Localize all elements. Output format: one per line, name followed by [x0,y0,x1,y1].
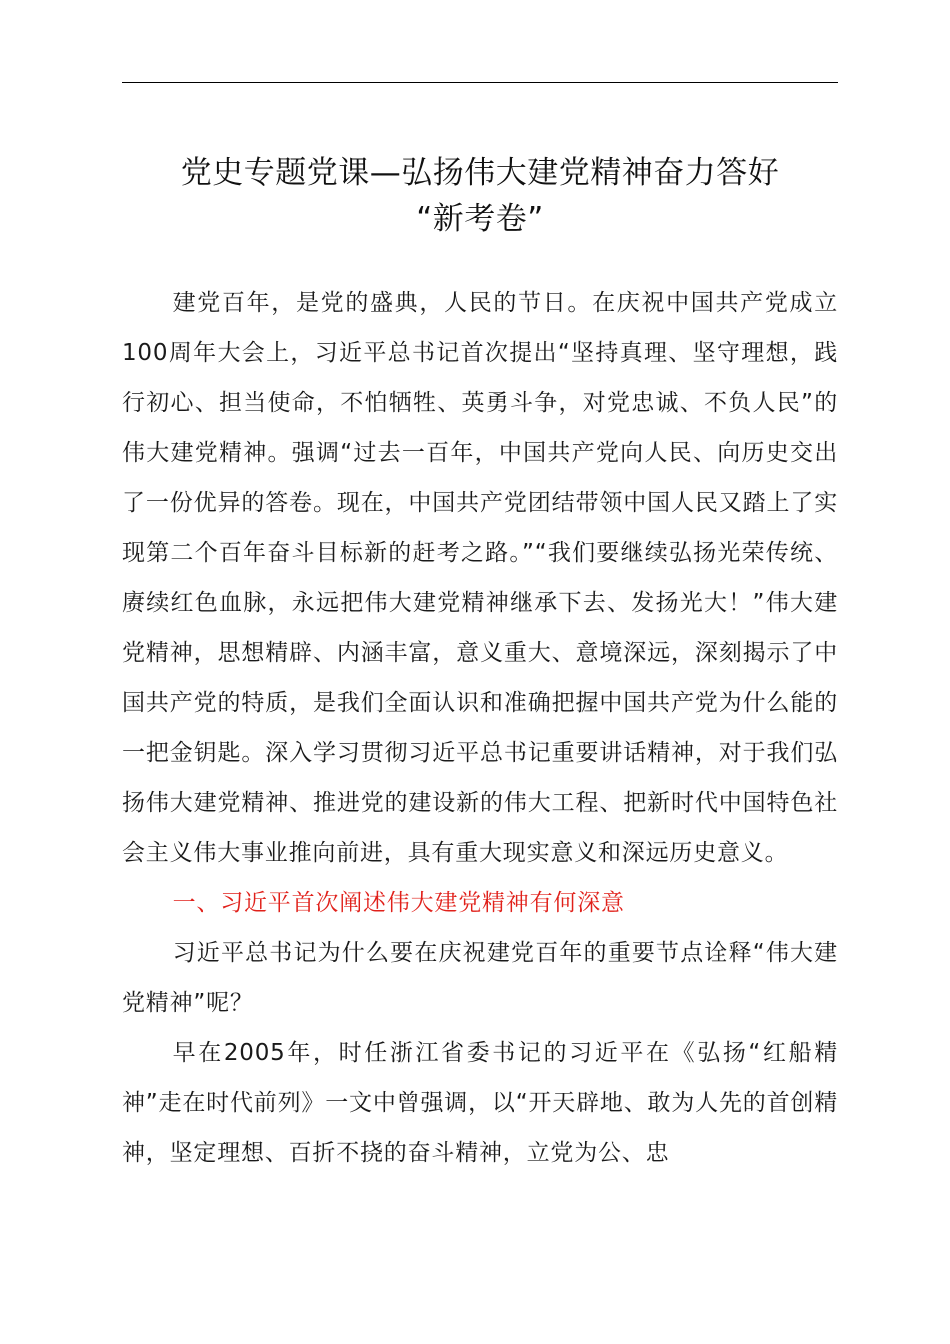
section-paragraph-2: 早在2005年，时任浙江省委书记的习近平在《弘扬“红船精神”走在时代前列》一文中曾强调，以“开天辟地、敢为人先的首创精神，坚定理想、百折不挠的奋斗精神，立党为公、忠 [122,1040,838,1166]
intro-paragraph: 建党百年，是党的盛典，人民的节日。在庆祝中国共产党成立100周年大会上，习近平总书记首次提出“坚持真理、坚守理想，践行初心、担当使命，不怕牺牲、英勇斗争，对党忠诚、不负人民”的伟大建党精神。强调“过去一百年，中国共产党向人民、向历史交出了一份优异的答卷。现在，中国共产党团结带领中国人民又踏上了实现第二个百年奋斗目标新的赶考之路。”“我们要继续弘扬光荣传统、赓续红色血脉，永远把伟大建党精神继承下去、发扬光大！”伟大建党精神，思想精辟、内涵丰富，意义重大、意境深远，深刻揭示了中国共产党的特质，是我们全面认识和准确把握中国共产党为什么能的一把金钥匙。深入学习贯彻习近平总书记重要讲话精神，对于我们弘扬伟大建党精神、推进党的建设新的伟大工程、把新时代中国特色社会主义伟大事业推向前进，具有重大现实意义和深远历史意义。 [122,290,838,866]
section-paragraph-1: 习近平总书记为什么要在庆祝建党百年的重要节点诠释“伟大建党精神”呢？ [122,940,838,1016]
document-title [110,150,850,242]
header-rule [122,82,838,83]
title-line-2: “新考卷” [416,201,544,237]
document-body [122,278,838,1178]
title-line-1: 党史专题党课—弘扬伟大建党精神奋力答好 [180,155,780,191]
section-heading-1: 一、习近平首次阐述伟大建党精神有何深意 [172,890,625,916]
